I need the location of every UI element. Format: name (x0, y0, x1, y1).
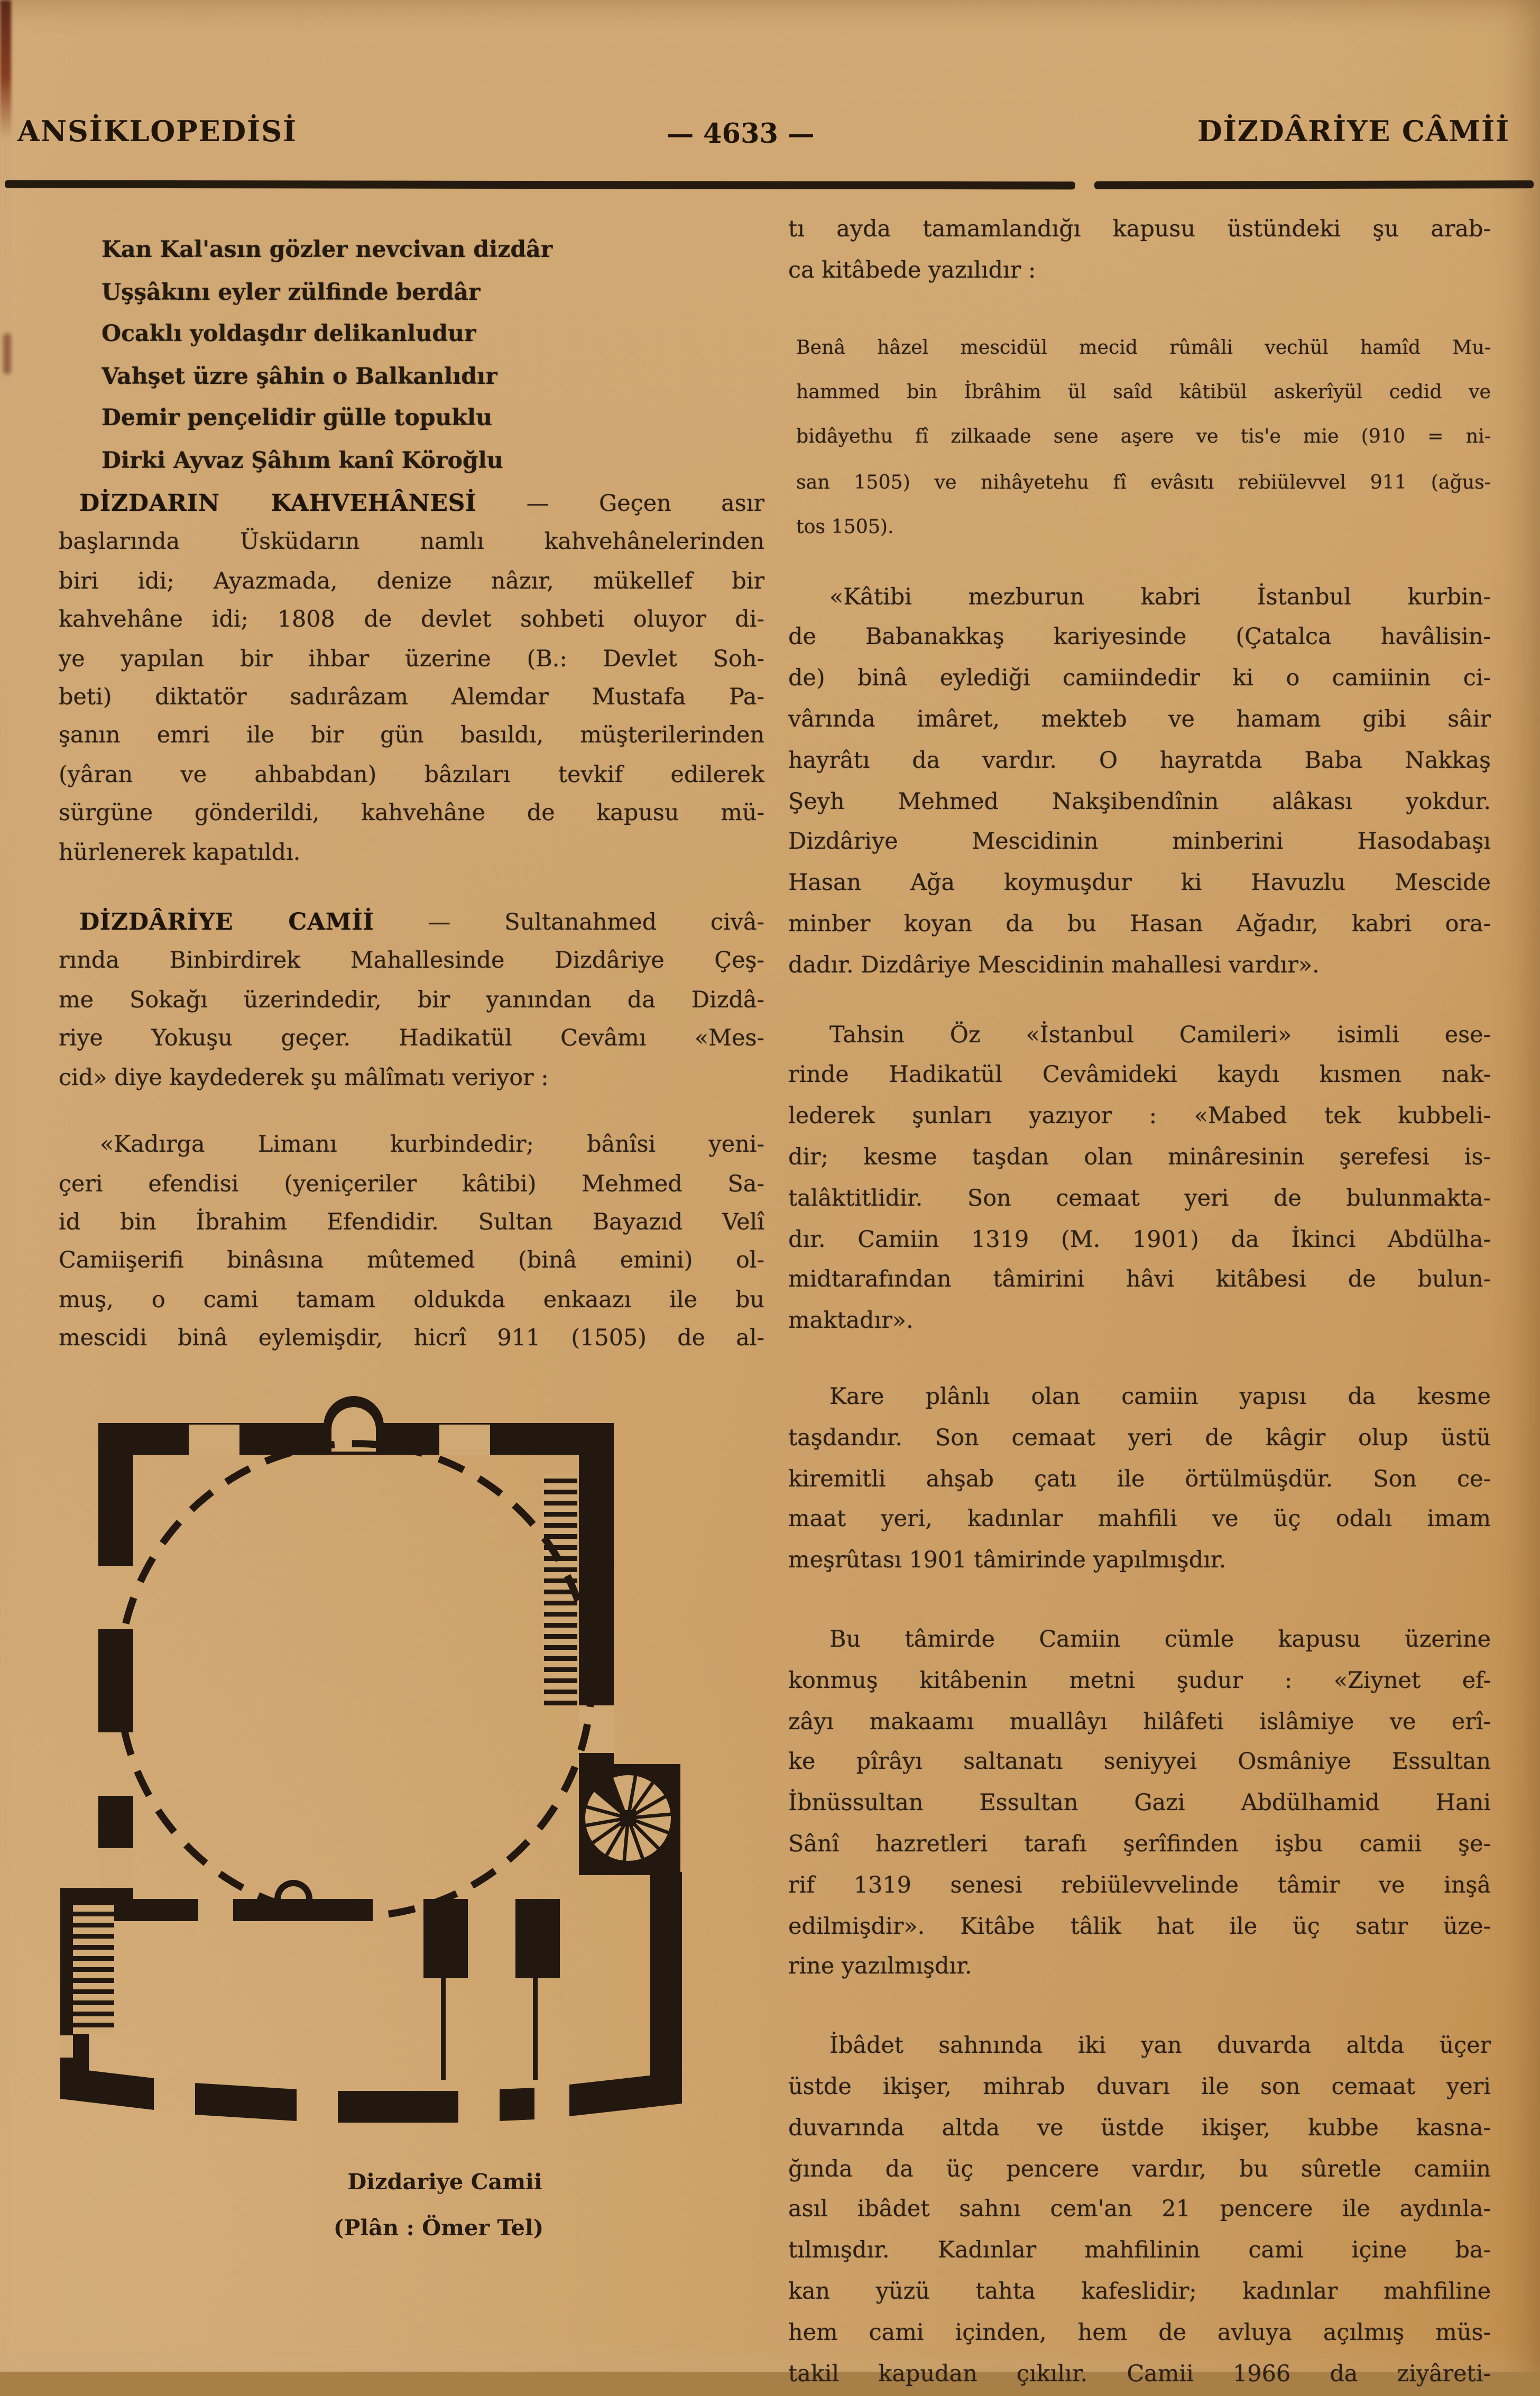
text-line: çeri efendisi (yeniçeriler kâtibi) Mehmed Sa- (59, 1171, 764, 1197)
text-line: rif 1319 senesi rebiülevvelinde tâmir ve inşâ (788, 1873, 1491, 1899)
poem-line: Uşşâkını eyler zülfinde berdâr (102, 280, 481, 306)
text-line: vârında imâret, mekteb ve hamam gibi sâir (788, 708, 1491, 733)
left-column-paragraphs (59, 485, 764, 1359)
text-line: Kare plânlı olan camiin yapısı da kesme (829, 1384, 1491, 1410)
header-rule-right (1094, 180, 1534, 188)
paragraph (59, 1126, 764, 1358)
text-line: maat yeri, kadınlar mahfili ve üç odalı imam (788, 1508, 1491, 1534)
entry-heading: DİZDARIN KAHVEHÂNESİ (79, 490, 477, 517)
header-page-number: — 4633 — (667, 119, 815, 151)
poem-line: Vahşet üzre şâhin o Balkanlıdır (102, 364, 497, 390)
poem-line: Dirki Ayvaz Şâhım kanî Köroğlu (102, 448, 503, 474)
text-line: duvarında altda ve üstde ikişer, kubbe kasna- (788, 2116, 1491, 2142)
text-line: hammed bin İbrâhim ül saîd kâtibül askerîyül cedid ve (796, 381, 1491, 403)
poem-block (59, 230, 764, 482)
scan-artifact (3, 333, 11, 374)
text-line: Sânî hazretleri tarafı şerîfinden işbu camii şe- (788, 1832, 1491, 1858)
paragraph (788, 211, 1491, 293)
paragraph (788, 1016, 1491, 1344)
text-line: «Kâtibi mezburun kabri İstanbul kurbin- (829, 584, 1491, 610)
poem-line: Demir pençelidir gülle topuklu (102, 406, 493, 432)
header-article-title: DİZDÂRİYE CÂMİİ (1197, 116, 1510, 149)
text-line: asıl ibâdet sahnı cem'an 21 pencere ile aydınla- (788, 2197, 1491, 2223)
dome-dashed-circle (119, 1443, 592, 1916)
text-line: kan yüzü tahta kafeslidir; kadınlar mahfiline (788, 2279, 1491, 2305)
text-line: Dizdâriye Mescidinin minberini Hasodabaşı (788, 830, 1491, 856)
text-line: Camiişerifi binâsına mûtemed (binâ emini) ol- (59, 1249, 764, 1274)
text-line: DİZDÂRİYE CAMİİ — Sultanahmed civâ- (79, 909, 764, 937)
text-line: takil kapudan çıkılır. Camii 1966 da ziyâreti- (788, 2361, 1491, 2387)
text-line: id bin İbrahim Efendidir. Sultan Bayazıd Velî (59, 1210, 764, 1236)
header-publication: ANSİKLOPEDİSİ (17, 116, 297, 149)
spiral-minaret-stair (579, 1764, 680, 1875)
text-line: talâktitlidir. Son cemaat yeri de bulunmakta- (788, 1186, 1491, 1212)
text-line: ğında da üç pencere vardır, bu sûretle camiin (788, 2156, 1491, 2182)
text-line: rında Binbirdirek Mahallesinde Dizdâriye Çeş- (59, 949, 764, 975)
text-line: «Kadırga Limanı kurbindedir; bânîsi yeni- (100, 1133, 764, 1159)
pier (515, 1898, 560, 1978)
pier (423, 1898, 468, 1978)
text-line: cid» diye kaydederek şu mâlîmatı veriyor : (59, 1066, 549, 1091)
text-line: me Sokağı üzerindedir, bir yanından da Dizdâ- (59, 988, 764, 1014)
text-line: biri idi; Ayazmada, denize nâzır, mükellef bir (59, 569, 764, 595)
paragraph (788, 1379, 1491, 1583)
text-line: Hasan Ağa koymuşdur ki Havuzlu Mescide (788, 871, 1491, 897)
text-line: beti) diktatör sadırâzam Alemdar Mustafa Pa- (59, 685, 764, 711)
text-line: maktadır». (788, 1309, 914, 1335)
exterior-stair (73, 1900, 114, 2033)
text-line: zâyı makaamı muallâyı hilâfeti islâmiye ve erî- (788, 1709, 1491, 1735)
text-line: mescidi binâ eylemişdir, hicrî 911 (1505) de al- (59, 1326, 764, 1352)
text-line: şanın emri ile bir gün basıldı, müşterilerinden (59, 724, 764, 750)
text-line: de) binâ eylediği camiindedir ki o camiinin ci- (788, 666, 1491, 692)
text-line: minber koyan da bu Hasan Ağadır, kabri ora- (788, 912, 1491, 938)
paragraph (59, 904, 764, 1098)
text-line: ke pîrâyı saltanatı seniyyei Osmâniye Essultan (788, 1750, 1491, 1776)
text-line: İbâdet sahnında iki yan duvarda altda üçer (829, 2034, 1491, 2060)
paragraph (788, 579, 1491, 988)
text-line: rine yazılmışdır. (788, 1954, 972, 1980)
figure-floor-plan (59, 1422, 764, 2160)
text-line: meşrûtası 1901 tâmirinde yapılmışdır. (788, 1548, 1227, 1574)
poem-line: Ocaklı yoldaşdır delikanludur (102, 322, 476, 347)
window-opening (189, 1424, 239, 1454)
text-line: dır. Camiin 1319 (M. 1901) da İkinci Abdülha- (788, 1227, 1491, 1253)
text-line: midtarafından tâmirini hâvi kitâbesi de bulun- (788, 1268, 1491, 1294)
text-line: rinde Hadikatül Cevâmideki kaydı kısmen nak- (788, 1063, 1491, 1089)
figure-caption: Dizdariye Camii (347, 2169, 542, 2195)
plan-walls (60, 1396, 682, 2122)
text-line: san 1505) ve nihâyetehu fî evâsıtı rebiülevvel 911 (ağus- (796, 471, 1491, 493)
text-line: ye yapılan bir ihbar üzerine (B.: Devlet Soh- (59, 646, 764, 672)
door-opening (60, 2035, 73, 2057)
text-line: kiremitli ahşab çatı ile örtülmüşdür. Son ce- (788, 1466, 1491, 1492)
paragraph (788, 325, 1491, 550)
window-opening (439, 1424, 490, 1454)
figure-credit: (Plân : Ömer Tel) (333, 2215, 544, 2241)
window-opening (98, 1848, 133, 1892)
text-line: konmuş kitâbenin metni şudur : «Ziynet ef- (788, 1668, 1491, 1694)
right-column-paragraphs (788, 211, 1491, 2396)
text-line: taşdandır. Son cemaat yeri de kâgir olup üstü (788, 1426, 1491, 1452)
scan-artifact (0, 0, 11, 140)
text-line: lederek şunları yazıyor : «Mabed tek kubbeli- (788, 1104, 1491, 1130)
text-line: hayrâtı da vardır. O hayratda Baba Nakkaş (788, 748, 1491, 774)
text-line: Tahsin Öz «İstanbul Camileri» isimli ese- (829, 1022, 1491, 1048)
text-line: İbnüssultan Essultan Gazi Abdülhamid Hani (788, 1791, 1491, 1817)
text-line: edilmişdir». Kitâbe tâlik hat ile üç satır üze- (788, 1914, 1491, 1940)
text-line: tı ayda tamamlandığı kapusu üstündeki şu arab- (788, 217, 1491, 243)
text-line: hürlenerek kapatıldı. (59, 840, 301, 866)
text-line: dir; kesme taşdan olan minâresinin şerefesi is- (788, 1145, 1491, 1171)
header-rule-left (5, 180, 1075, 189)
text-line: ca kitâbede yazılıdır : (788, 258, 1036, 284)
floor-plan-drawing (59, 1422, 764, 2160)
entry-heading: DİZDÂRİYE CAMİİ (79, 909, 374, 937)
poem-line: Kan Kal'asın gözler nevcivan dizdâr (102, 238, 553, 263)
text-line: tos 1505). (796, 516, 894, 538)
text-line: DİZDARIN KAHVEHÂNESİ — Geçen asır (79, 490, 764, 517)
text-line: sürgüne gönderildi, kahvehâne de kapusu mü- (59, 801, 764, 827)
text-line: dadır. Dizdâriye Mescidinin mahallesi vardır». (788, 953, 1320, 979)
text-line: hem cami içinden, hem de avluya açılmış müs- (788, 2320, 1491, 2346)
text-line: muş, o cami tamam oldukda enkaazı ile bu (59, 1288, 764, 1314)
paragraph (788, 1621, 1491, 1990)
text-line: Benâ hâzel mescidül mecid rûmâli vechül hamîd Mu- (796, 335, 1491, 358)
text-line: üstde ikişer, mihrab duvarı ile son cemaat yeri (788, 2074, 1491, 2100)
text-line: riye Yokuşu geçer. Hadikatül Cevâmı «Mes- (59, 1026, 764, 1052)
text-line: de Babanakkaş kariyesinde (Çatalca havâlisin- (788, 626, 1491, 651)
paragraph (59, 485, 764, 873)
left-column (59, 206, 764, 2241)
text-line: bidâyethu fî zilkaade sene aşere ve tis'e mie (910 = ni- (796, 426, 1491, 448)
window-opening (198, 1898, 233, 1921)
text-line: (yâran ve ahbabdan) bâzıları tevkif edilerek (59, 763, 764, 788)
text-line: Bu tâmirde Camiin cümle kapusu üzerine (829, 1627, 1491, 1653)
paragraph (788, 2027, 1491, 2396)
text-line: tılmışdır. Kadınlar mahfilinin cami içine ba- (788, 2238, 1491, 2264)
text-line: başlarında Üsküdarın namlı kahvehânelerinden (59, 530, 764, 556)
text-line: Şeyh Mehmed Nakşibendînin alâkası yokdur. (788, 789, 1491, 815)
right-column (788, 206, 1491, 2396)
text-line: kahvehâne idi; 1808 de devlet sohbeti oluyor di- (59, 608, 764, 634)
